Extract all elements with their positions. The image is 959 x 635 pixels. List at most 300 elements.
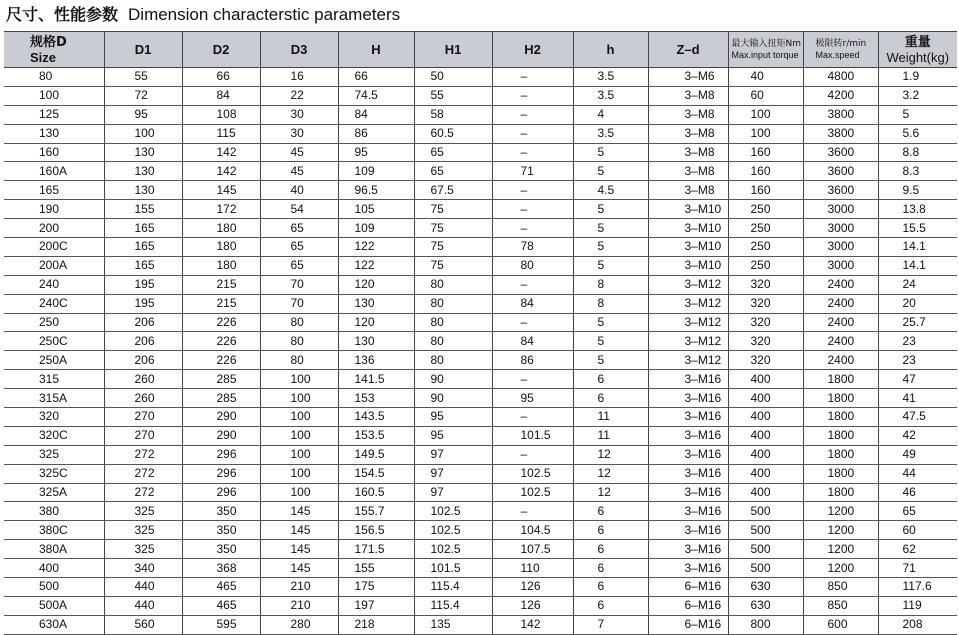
table-row: [4, 559, 957, 578]
table-cell: 142: [182, 162, 260, 181]
table-cell: 84: [338, 105, 414, 124]
table-row: [4, 483, 957, 502]
table-cell: 49: [878, 445, 957, 464]
table-cell: 6: [573, 502, 648, 521]
table-cell: 630A: [4, 615, 104, 634]
table-cell: 320: [728, 351, 803, 370]
table-cell: 6: [573, 389, 648, 408]
table-cell: 270: [104, 426, 182, 445]
table-cell: –: [492, 408, 573, 427]
table-cell: 71: [878, 559, 957, 578]
table-cell: 3–M16: [648, 540, 728, 559]
table-row: [4, 294, 957, 313]
table-cell: 3–M8: [648, 124, 728, 143]
table-cell: 3–M12: [648, 294, 728, 313]
table-cell: 78: [492, 238, 573, 257]
table-cell: 155: [104, 200, 182, 219]
table-cell: 3.2: [878, 86, 957, 105]
table-cell: 3.5: [573, 86, 648, 105]
table-cell: –: [492, 143, 573, 162]
table-row: [4, 596, 957, 615]
table-cell: 285: [182, 370, 260, 389]
table-cell: 12: [573, 483, 648, 502]
table-cell: 3–M10: [648, 256, 728, 275]
table-row: [4, 238, 957, 257]
table-cell: 95: [414, 426, 492, 445]
table-cell: 14.1: [878, 256, 957, 275]
table-cell: 6: [573, 370, 648, 389]
table-cell: 325: [4, 445, 104, 464]
table-cell: 143.5: [338, 408, 414, 427]
table-cell: –: [492, 313, 573, 332]
table-cell: 315A: [4, 389, 104, 408]
table-cell: 104.5: [492, 521, 573, 540]
table-cell: 3000: [803, 238, 878, 257]
table-cell: 325: [104, 521, 182, 540]
table-cell: 90: [414, 389, 492, 408]
header-h-upper: H: [338, 32, 414, 68]
table-cell: 320: [4, 408, 104, 427]
table-cell: 197: [338, 596, 414, 615]
table-cell: 3600: [803, 162, 878, 181]
table-cell: 172: [182, 200, 260, 219]
table-cell: 141.5: [338, 370, 414, 389]
header-h-lower: h: [573, 32, 648, 68]
table-cell: –: [492, 200, 573, 219]
table-cell: 465: [182, 596, 260, 615]
table-cell: 3–M16: [648, 483, 728, 502]
table-cell: 206: [104, 351, 182, 370]
table-cell: 156.5: [338, 521, 414, 540]
table-cell: 210: [260, 596, 338, 615]
table-cell: 280: [260, 615, 338, 634]
header-size: 规格D Size: [4, 32, 104, 68]
table-cell: 42: [878, 426, 957, 445]
table-cell: 97: [414, 483, 492, 502]
table-cell: 175: [338, 578, 414, 597]
table-cell: 100: [260, 389, 338, 408]
table-cell: 320: [728, 313, 803, 332]
table-cell: 250: [728, 219, 803, 238]
table-cell: 2400: [803, 313, 878, 332]
table-cell: 75: [414, 238, 492, 257]
table-cell: 100: [260, 370, 338, 389]
table-cell: 195: [104, 294, 182, 313]
table-row: [4, 105, 957, 124]
table-cell: 15.5: [878, 219, 957, 238]
table-cell: 65: [414, 162, 492, 181]
table-cell: 200C: [4, 238, 104, 257]
table-row: [4, 200, 957, 219]
table-cell: 45: [260, 143, 338, 162]
table-cell: 50: [414, 68, 492, 87]
table-cell: 180: [182, 219, 260, 238]
table-cell: 135: [414, 615, 492, 634]
table-cell: 80: [414, 275, 492, 294]
table-cell: 208: [878, 615, 957, 634]
table-cell: 380C: [4, 521, 104, 540]
table-cell: 90: [414, 370, 492, 389]
table-cell: 105: [338, 200, 414, 219]
table-cell: 3–M10: [648, 219, 728, 238]
table-cell: 3–M8: [648, 162, 728, 181]
table-cell: 290: [182, 426, 260, 445]
table-cell: 97: [414, 464, 492, 483]
table-cell: 3–M16: [648, 426, 728, 445]
table-cell: 100: [4, 86, 104, 105]
table-cell: 250: [728, 200, 803, 219]
table-cell: 325A: [4, 483, 104, 502]
table-cell: 95: [338, 143, 414, 162]
table-cell: 206: [104, 332, 182, 351]
table-cell: 3–M12: [648, 351, 728, 370]
table-cell: 595: [182, 615, 260, 634]
table-cell: 2400: [803, 275, 878, 294]
table-cell: 20: [878, 294, 957, 313]
table-cell: 400: [728, 389, 803, 408]
table-cell: 210: [260, 578, 338, 597]
table-cell: 5: [573, 313, 648, 332]
table-cell: 95: [104, 105, 182, 124]
table-cell: 125: [4, 105, 104, 124]
table-cell: 102.5: [414, 502, 492, 521]
table-cell: –: [492, 275, 573, 294]
table-cell: 250: [728, 238, 803, 257]
table-cell: 100: [260, 483, 338, 502]
table-cell: 95: [492, 389, 573, 408]
table-cell: 215: [182, 294, 260, 313]
table-cell: 1800: [803, 464, 878, 483]
table-cell: 100: [728, 124, 803, 143]
table-row: [4, 219, 957, 238]
table-row: [4, 615, 957, 634]
table-cell: 296: [182, 483, 260, 502]
table-cell: 3–M8: [648, 181, 728, 200]
table-cell: 400: [728, 426, 803, 445]
table-cell: 5: [878, 105, 957, 124]
table-cell: 350: [182, 521, 260, 540]
table-cell: 160: [728, 143, 803, 162]
table-cell: 340: [104, 559, 182, 578]
table-cell: 250: [4, 313, 104, 332]
table-cell: 5: [573, 238, 648, 257]
table-cell: 67.5: [414, 181, 492, 200]
table-cell: 226: [182, 332, 260, 351]
table-cell: 190: [4, 200, 104, 219]
table-cell: 14.1: [878, 238, 957, 257]
table-cell: 200A: [4, 256, 104, 275]
table-cell: 160A: [4, 162, 104, 181]
table-cell: 142: [492, 615, 573, 634]
table-cell: 400: [728, 464, 803, 483]
table-row: [4, 351, 957, 370]
table-cell: 315: [4, 370, 104, 389]
table-cell: 3–M16: [648, 464, 728, 483]
table-cell: 80: [260, 313, 338, 332]
table-cell: 145: [182, 181, 260, 200]
table-cell: 560: [104, 615, 182, 634]
header-max-speed: 极限转r/min Max.speed: [803, 32, 878, 68]
table-cell: 100: [104, 124, 182, 143]
table-cell: 296: [182, 445, 260, 464]
table-cell: 40: [728, 68, 803, 87]
table-cell: 107.5: [492, 540, 573, 559]
table-cell: 3600: [803, 181, 878, 200]
table-cell: 600: [803, 615, 878, 634]
table-cell: 80: [4, 68, 104, 87]
table-row: [4, 502, 957, 521]
table-cell: 9.5: [878, 181, 957, 200]
table-row: [4, 332, 957, 351]
table-cell: 850: [803, 578, 878, 597]
table-cell: 5: [573, 256, 648, 275]
header-max-torque: 最大输入扭矩Nm Max.input torque: [728, 32, 803, 68]
table-cell: 25.7: [878, 313, 957, 332]
table-cell: 97: [414, 445, 492, 464]
table-cell: 325: [104, 540, 182, 559]
page-title: [6, 3, 400, 27]
table-cell: –: [492, 502, 573, 521]
table-cell: 350: [182, 540, 260, 559]
table-cell: 5: [573, 332, 648, 351]
table-cell: 325: [104, 502, 182, 521]
table-cell: 155: [338, 559, 414, 578]
table-cell: 109: [338, 162, 414, 181]
table-cell: 65: [878, 502, 957, 521]
table-cell: 120: [338, 275, 414, 294]
table-cell: 155.7: [338, 502, 414, 521]
table-cell: –: [492, 219, 573, 238]
table-cell: 400: [4, 559, 104, 578]
table-cell: 130: [104, 181, 182, 200]
table-cell: 70: [260, 275, 338, 294]
table-cell: 23: [878, 332, 957, 351]
header-weight: 重量 Weight(kg): [878, 32, 957, 68]
header-zd: Z–d: [648, 32, 728, 68]
table-cell: 12: [573, 445, 648, 464]
table-cell: 130: [104, 162, 182, 181]
table-cell: 55: [104, 68, 182, 87]
table-cell: 180: [182, 238, 260, 257]
table-cell: 102.5: [492, 483, 573, 502]
table-cell: 115.4: [414, 578, 492, 597]
table-cell: 4200: [803, 86, 878, 105]
table-cell: 84: [492, 332, 573, 351]
table-cell: 260: [104, 389, 182, 408]
table-cell: 100: [728, 105, 803, 124]
table-cell: 380: [4, 502, 104, 521]
table-cell: 130: [104, 143, 182, 162]
table-cell: 130: [4, 124, 104, 143]
table-cell: 6: [573, 521, 648, 540]
table-cell: 500: [728, 502, 803, 521]
table-cell: –: [492, 105, 573, 124]
table-body: [4, 68, 957, 635]
table-cell: 55: [414, 86, 492, 105]
table-cell: 3–M16: [648, 389, 728, 408]
table-cell: 6: [573, 596, 648, 615]
table-cell: 65: [260, 219, 338, 238]
table-cell: 3–M12: [648, 313, 728, 332]
table-row: [4, 143, 957, 162]
table-cell: 290: [182, 408, 260, 427]
table-cell: 30: [260, 124, 338, 143]
table-cell: 180: [182, 256, 260, 275]
table-cell: 3800: [803, 124, 878, 143]
table-row: [4, 124, 957, 143]
table-cell: 122: [338, 238, 414, 257]
table-cell: 45: [260, 162, 338, 181]
table-cell: 2400: [803, 294, 878, 313]
table-cell: 66: [182, 68, 260, 87]
table-cell: 65: [260, 256, 338, 275]
table-cell: 47: [878, 370, 957, 389]
table-cell: 3–M16: [648, 408, 728, 427]
table-cell: 84: [182, 86, 260, 105]
table-cell: 154.5: [338, 464, 414, 483]
table-cell: 70: [260, 294, 338, 313]
table-cell: 130: [338, 332, 414, 351]
table-cell: 3000: [803, 219, 878, 238]
table-cell: 3000: [803, 200, 878, 219]
table-cell: 75: [414, 219, 492, 238]
title-chinese: 尺寸、性能参数: [6, 5, 119, 24]
table-cell: 206: [104, 313, 182, 332]
table-row: [4, 68, 957, 87]
table-cell: 296: [182, 464, 260, 483]
table-cell: 115: [182, 124, 260, 143]
table-cell: 240: [4, 275, 104, 294]
table-cell: 65: [414, 143, 492, 162]
table-cell: 6: [573, 540, 648, 559]
table-cell: 80: [260, 332, 338, 351]
table-cell: 4.5: [573, 181, 648, 200]
table-cell: 12: [573, 464, 648, 483]
table-row: [4, 464, 957, 483]
table-cell: 58: [414, 105, 492, 124]
table-cell: 3–M8: [648, 105, 728, 124]
table-cell: 165: [4, 181, 104, 200]
table-cell: 62: [878, 540, 957, 559]
table-row: [4, 389, 957, 408]
table-cell: 260: [104, 370, 182, 389]
table-cell: 80: [260, 351, 338, 370]
table-cell: 400: [728, 408, 803, 427]
table-cell: 1200: [803, 559, 878, 578]
table-cell: 60: [878, 521, 957, 540]
table-cell: 30: [260, 105, 338, 124]
table-cell: 195: [104, 275, 182, 294]
table-cell: 200: [4, 219, 104, 238]
table-cell: 250C: [4, 332, 104, 351]
table-row: [4, 181, 957, 200]
table-cell: 117.6: [878, 578, 957, 597]
table-header: [4, 32, 957, 68]
table-cell: 4800: [803, 68, 878, 87]
table-cell: 630: [728, 578, 803, 597]
table-cell: 3–M16: [648, 502, 728, 521]
table-cell: 270: [104, 408, 182, 427]
table-cell: 84: [492, 294, 573, 313]
table-cell: 160.5: [338, 483, 414, 502]
dimension-table: [4, 31, 957, 635]
table-cell: 325C: [4, 464, 104, 483]
table-row: [4, 370, 957, 389]
table-cell: 74.5: [338, 86, 414, 105]
table-cell: 80: [414, 313, 492, 332]
table-cell: 8.8: [878, 143, 957, 162]
table-cell: 272: [104, 445, 182, 464]
table-cell: 102.5: [414, 540, 492, 559]
header-h2: H2: [492, 32, 573, 68]
table-cell: 272: [104, 464, 182, 483]
table-cell: 130: [338, 294, 414, 313]
table-cell: 5: [573, 219, 648, 238]
table-cell: 465: [182, 578, 260, 597]
header-d2: D2: [182, 32, 260, 68]
table-cell: 145: [260, 559, 338, 578]
table-cell: 54: [260, 200, 338, 219]
table-cell: 3–M8: [648, 143, 728, 162]
table-cell: 500A: [4, 596, 104, 615]
table-cell: 320: [728, 275, 803, 294]
table-cell: 145: [260, 540, 338, 559]
table-cell: 800: [728, 615, 803, 634]
table-cell: –: [492, 445, 573, 464]
table-cell: 226: [182, 313, 260, 332]
table-cell: 5: [573, 162, 648, 181]
table-cell: 86: [492, 351, 573, 370]
table-cell: 6–M16: [648, 596, 728, 615]
table-row: [4, 426, 957, 445]
table-cell: 145: [260, 521, 338, 540]
table-cell: 60.5: [414, 124, 492, 143]
table-cell: 153.5: [338, 426, 414, 445]
table-cell: 6: [573, 559, 648, 578]
table-cell: 80: [414, 332, 492, 351]
table-cell: 46: [878, 483, 957, 502]
table-cell: 6–M16: [648, 615, 728, 634]
table-cell: 72: [104, 86, 182, 105]
table-cell: 250A: [4, 351, 104, 370]
table-cell: 320C: [4, 426, 104, 445]
table-row: [4, 521, 957, 540]
table-cell: 400: [728, 483, 803, 502]
table-cell: 75: [414, 200, 492, 219]
table-cell: 440: [104, 578, 182, 597]
table-cell: 95: [414, 408, 492, 427]
table-cell: 11: [573, 426, 648, 445]
table-cell: 136: [338, 351, 414, 370]
table-row: [4, 540, 957, 559]
table-row: [4, 408, 957, 427]
table-cell: 22: [260, 86, 338, 105]
table-cell: 171.5: [338, 540, 414, 559]
table-cell: 142: [182, 143, 260, 162]
table-cell: 3–M6: [648, 68, 728, 87]
table-cell: 3.5: [573, 124, 648, 143]
header-h1: H1: [414, 32, 492, 68]
table-cell: 1800: [803, 370, 878, 389]
table-cell: 250: [728, 256, 803, 275]
table-cell: 6–M16: [648, 578, 728, 597]
table-cell: 1800: [803, 389, 878, 408]
table-cell: 500: [728, 559, 803, 578]
table-cell: 153: [338, 389, 414, 408]
table-cell: 350: [182, 502, 260, 521]
table-cell: 5.6: [878, 124, 957, 143]
table-cell: 102.5: [492, 464, 573, 483]
